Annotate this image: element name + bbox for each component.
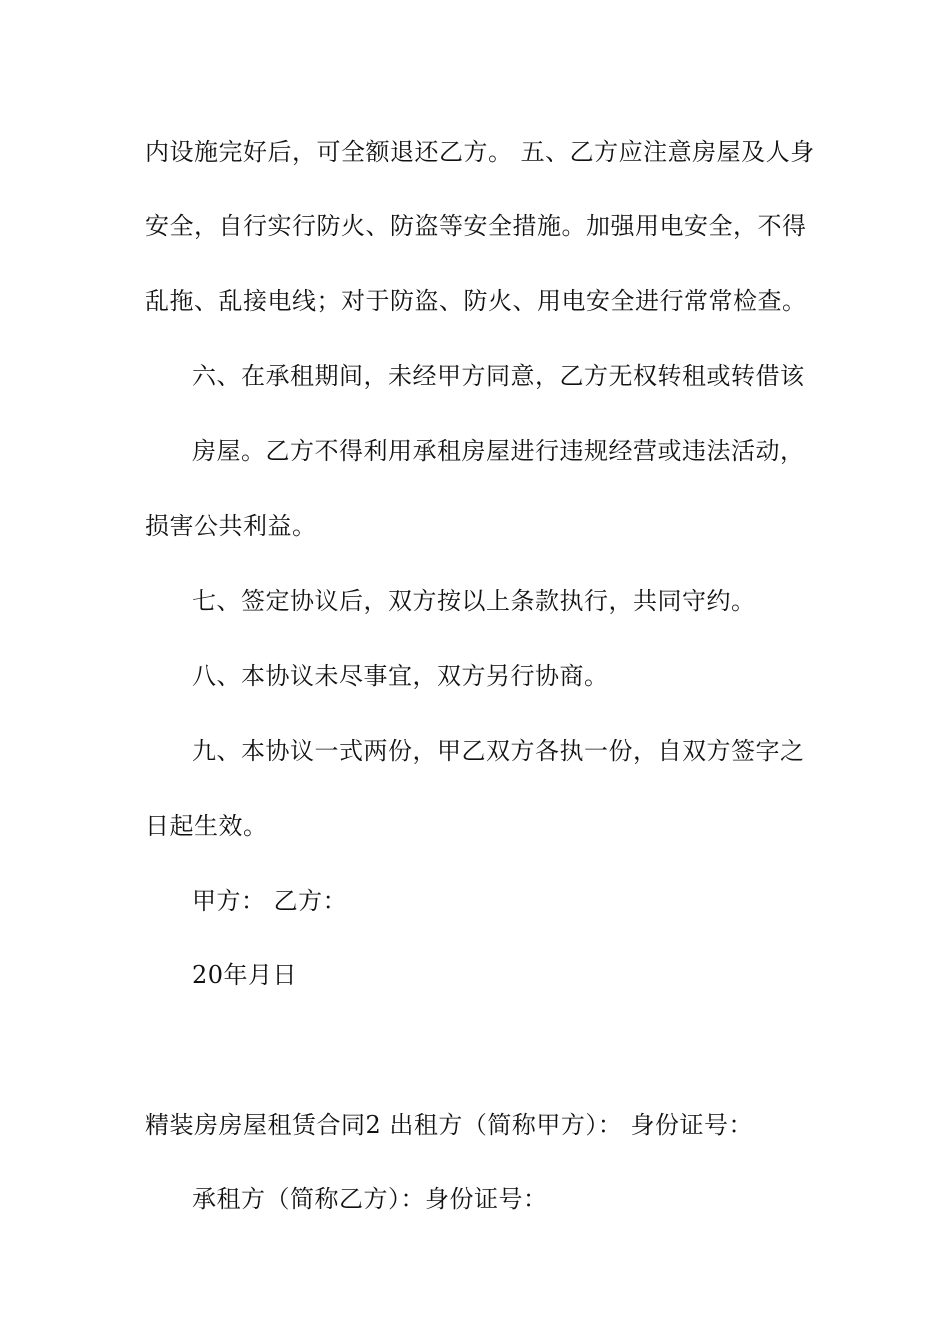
text-line: 安全，自行实行防火、防盗等安全措施。加强用电安全，不得: [145, 212, 807, 240]
text-line: 乱拖、乱接电线；对于防盗、防火、用电安全进行常常检查。: [145, 287, 807, 315]
clause-nine: 九、本协议一式两份，甲乙双方各执一份，自双方签字之: [192, 737, 805, 765]
clause-six: 六、在承租期间，未经甲方同意，乙方无权转租或转借该: [192, 362, 805, 390]
clause-seven: 七、签定协议后，双方按以上条款执行，共同守约。: [192, 587, 756, 615]
text-line: 日起生效。: [145, 812, 268, 840]
signature-parties: 甲方： 乙方：: [192, 887, 348, 915]
signature-date: 20年月日: [192, 961, 298, 989]
text-line: 房屋。乙方不得利用承租房屋进行违规经营或违法活动，: [192, 437, 805, 465]
text-line: 损害公共利益。: [145, 512, 317, 540]
clause-eight: 八、本协议未尽事宜，双方另行协商。: [192, 662, 609, 690]
text-line: 内设施完好后，可全额退还乙方。 五、乙方应注意房屋及人身: [145, 138, 815, 166]
lessee-line: 承租方（简称乙方）：身份证号：: [192, 1185, 548, 1213]
contract-2-heading: 精装房房屋租赁合同2 出租方（简称甲方）： 身份证号：: [145, 1111, 754, 1139]
